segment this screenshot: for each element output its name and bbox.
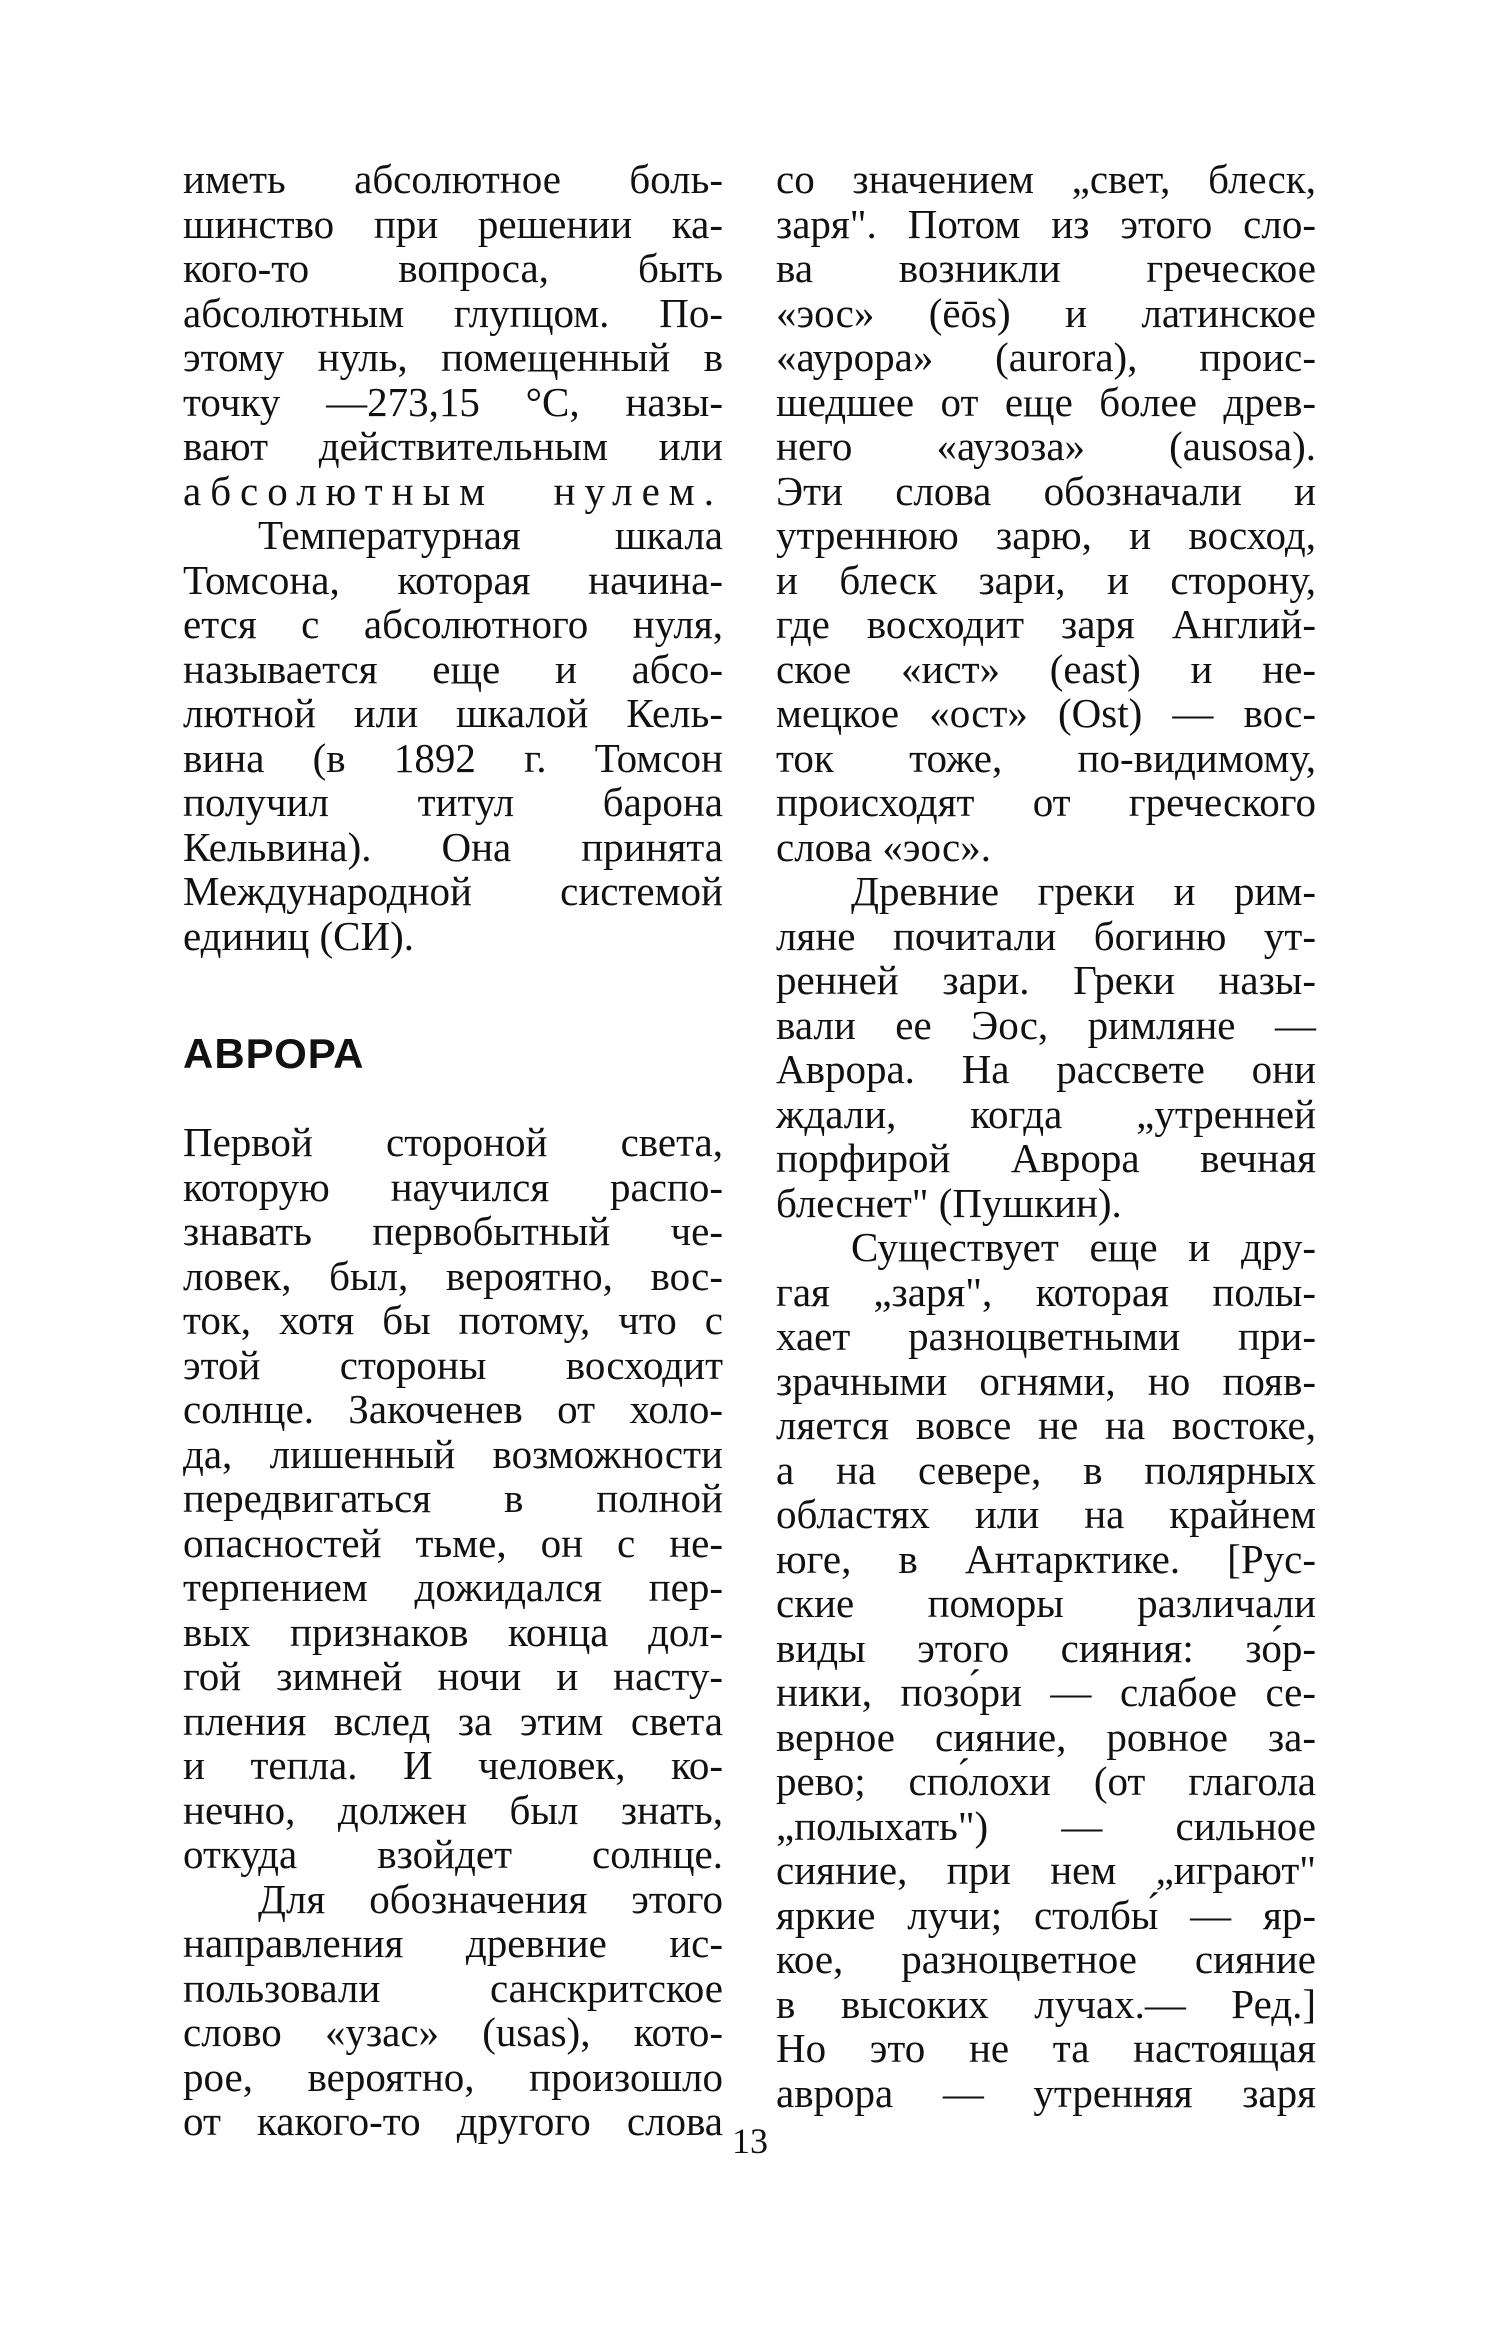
text-line: да, лишенный возможности [183, 1430, 723, 1477]
text-line: Но это не та настоящая [776, 2025, 1316, 2071]
text-line: ники, позо́ри — слабое се- [776, 1669, 1316, 1715]
text-line: получил титул барона [183, 779, 723, 825]
text-line: пления вслед за этим света [183, 1697, 723, 1744]
left-column [183, 157, 723, 2144]
text-line: которую научился распо- [183, 1163, 723, 1210]
text-line: иметь абсолютное боль- [183, 156, 723, 202]
text-line: этому нуль, помещенный в [183, 334, 723, 380]
text-line: хает разноцветными при- [776, 1313, 1316, 1359]
text-line: ское «ист» (east) и не- [776, 645, 1316, 692]
text-line: кого-то вопроса, быть [183, 245, 723, 291]
section-heading: АВРОРА [183, 1030, 365, 1077]
text-line: пользовали санскритское [183, 1964, 723, 2011]
right-column [776, 157, 1316, 2115]
text-line: вых признаков конца дол- [183, 1608, 723, 1655]
text-line: верное сияние, ровное за- [776, 1713, 1316, 1760]
text-line: знавать первобытный че- [183, 1208, 723, 1254]
text-line: виды этого сияния: зо́р- [776, 1624, 1316, 1671]
text-line: яркие лучи; столбы́ — яр- [776, 1891, 1316, 1938]
text-line: солнце. Закоченев от холо- [183, 1386, 723, 1432]
text-line: гой зимней ночи и насту- [183, 1653, 723, 1699]
text-line: Аврора. На рассвете они [776, 1046, 1316, 1092]
text-line: рево; спо́лохи (от глагола [776, 1758, 1316, 1804]
text-line: рое, вероятно, произошло [183, 2053, 723, 2100]
text-line: ток тоже, по-видимому, [776, 734, 1316, 781]
text-line: ловек, был, вероятно, вос- [183, 1252, 723, 1299]
text-line: аврора — утренняя заря [776, 2069, 1316, 2116]
text-line: и блеск зари, и сторону, [776, 556, 1316, 603]
text-line: заря". Потом из этого сло- [776, 200, 1316, 247]
text-line: направления древние ис- [183, 1920, 723, 1966]
text-line: шинство при решении ка- [183, 200, 723, 247]
text-line: него «аузоза» (ausosa). [776, 423, 1316, 469]
text-line: передвигаться в полной [183, 1475, 723, 1521]
text-line: Кельвина). Она принята [183, 823, 723, 870]
text-line: Существует еще и дру- [851, 1224, 1316, 1270]
text-line: мецкое «ост» (Ost) — вос- [776, 690, 1316, 736]
text-line: абсолютным глупцом. По- [183, 289, 723, 336]
text-line: лютной или шкалой Кель- [183, 690, 723, 736]
text-line: Эти слова обозначали и [776, 467, 1316, 514]
text-line: Температурная шкала [258, 512, 723, 558]
text-line: Международной системой [183, 868, 723, 914]
text-line: слова «эос». [776, 823, 991, 870]
text-line: «эос» (ēōs) и латинское [776, 289, 1316, 336]
text-line: нечно, должен был знать, [183, 1786, 723, 1833]
text-line: ренней зари. Греки назы- [776, 957, 1316, 1003]
text-line: ляне почитали богиню ут- [776, 912, 1316, 959]
text-line: Древние греки и рим- [851, 868, 1316, 914]
text-line: этой стороны восходит [183, 1341, 723, 1388]
text-line: слово «узас» (usas), кото- [183, 2009, 723, 2055]
text-line: абсолютным нулем. [183, 467, 723, 514]
text-line: ток, хотя бы потому, что с [183, 1297, 723, 1343]
text-line: утреннюю зарю, и восход, [776, 512, 1316, 558]
text-line: ляется вовсе не на востоке, [776, 1402, 1316, 1448]
text-line: вают действительным или [183, 423, 723, 469]
text-line: терпением дожидался пер- [183, 1564, 723, 1610]
text-line: Томсона, которая начина- [183, 556, 723, 603]
text-line: ждали, когда „утренней [776, 1090, 1316, 1137]
text-line: в высоких лучах.— Ред.] [776, 1980, 1316, 2027]
text-line: порфирой Аврора вечная [776, 1135, 1316, 1181]
text-line: где восходит заря Англий- [776, 601, 1316, 647]
text-line: кое, разноцветное сияние [776, 1936, 1316, 1982]
text-line: вали ее Эос, римляне — [776, 1001, 1316, 1048]
text-line: «аурора» (aurora), проис- [776, 334, 1316, 380]
text-line: блеснет" (Пушкин). [776, 1179, 1122, 1226]
text-line: юге, в Антарктике. [Рус- [776, 1535, 1316, 1582]
text-line: со значением „свет, блеск, [776, 156, 1316, 202]
text-line: ется с абсолютного нуля, [183, 601, 723, 647]
text-line: сияние, при нем „играют" [776, 1847, 1316, 1893]
text-line: а на севере, в полярных [776, 1446, 1316, 1493]
text-line: опасностей тьме, он с не- [183, 1519, 723, 1566]
text-line: областях или на крайнем [776, 1491, 1316, 1537]
text-line: Первой стороной света, [183, 1119, 723, 1165]
text-line: единиц (СИ). [183, 912, 415, 959]
text-line: Для обозначения этого [258, 1875, 723, 1922]
text-line: и тепла. И человек, ко- [183, 1742, 723, 1788]
text-line: шедшее от еще более древ- [776, 378, 1316, 425]
text-line: зрачными огнями, но появ- [776, 1357, 1316, 1404]
text-line: гая „заря", которая полы- [776, 1268, 1316, 1315]
page-number: 13 [732, 2121, 768, 2161]
text-line: ские поморы различали [776, 1580, 1316, 1626]
text-line: называется еще и абсо- [183, 645, 723, 692]
text-line: вина (в 1892 г. Томсон [183, 734, 723, 781]
text-line: точку —273,15 °С, назы- [183, 378, 723, 425]
text-line: откуда взойдет солнце. [183, 1831, 723, 1877]
text-line: от какого-то другого слова [183, 2098, 723, 2144]
text-line: происходят от греческого [776, 779, 1316, 825]
text-line: ва возникли греческое [776, 245, 1316, 291]
text-line: „полыхать") — сильное [776, 1802, 1316, 1849]
